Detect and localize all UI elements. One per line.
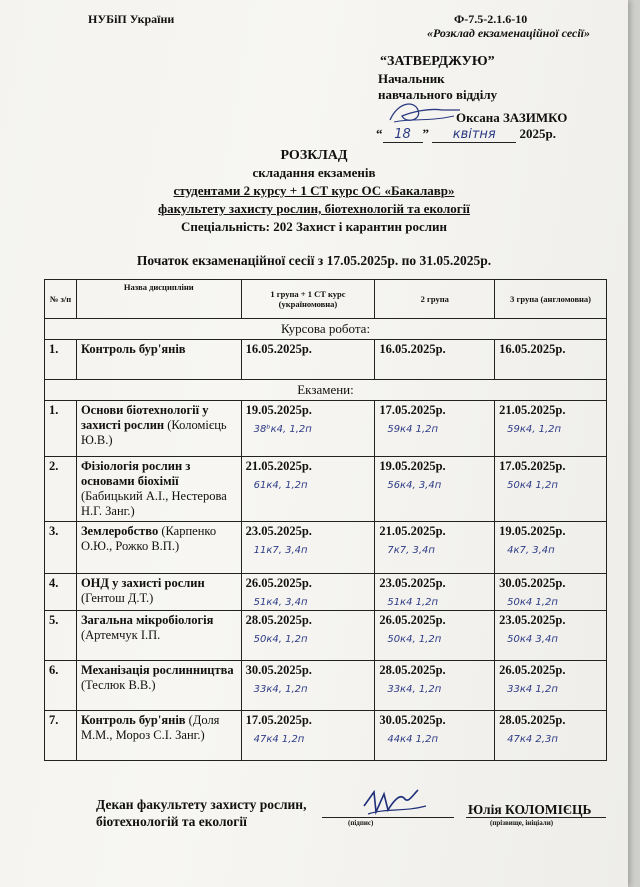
form-code: Ф-7.5-2.1.6-10: [454, 12, 528, 26]
row-number: 1.: [45, 401, 77, 457]
handwritten-room-note: 33к4 1,2п: [507, 684, 558, 695]
group-2-cell: [375, 661, 495, 711]
exam-date: 17.05.2025р.: [245, 713, 312, 727]
teacher-name: (Теслюк В.В.): [80, 678, 156, 692]
exam-date: 26.05.2025р.: [379, 613, 446, 627]
institution-name: НУБіП України: [88, 12, 175, 26]
subject-cell: [76, 661, 241, 711]
handwritten-room-note: 4к7, 3,4п: [507, 545, 555, 556]
exam-date: 28.05.2025р.: [245, 613, 312, 627]
exam-date: 17.05.2025р.: [379, 403, 446, 417]
handwritten-room-note: 44к4 1,2п: [387, 734, 439, 745]
table-row: [45, 711, 607, 761]
table-row: [45, 611, 607, 661]
section-label: Курсова робота:: [45, 319, 607, 340]
handwritten-room-note: 47к4 1,2п: [253, 734, 305, 745]
exam-date: 28.05.2025р.: [499, 713, 566, 727]
exam-date: 17.05.2025р.: [499, 459, 566, 473]
exam-date: 26.05.2025р.: [245, 576, 312, 590]
exam-date: 16.05.2025р.: [499, 342, 566, 356]
teacher-name: (Бабицький А.І., Нестерова Н.Г. Занг.): [80, 489, 227, 518]
group-1-cell: [241, 574, 375, 611]
handwritten-room-note: 50к4 3,4п: [507, 634, 558, 645]
exam-date: 30.05.2025р.: [379, 713, 446, 727]
approval-day: 18: [383, 127, 423, 143]
subject-name: Фізіологія рослин з основами біохімії: [80, 459, 191, 488]
subject-name: Загальна мікробіологія: [80, 613, 214, 627]
students-line: студентами 2 курсу + 1 СТ курс ОС «Бакалавр»: [173, 183, 455, 198]
teacher-name: (Артемчук І.П.: [80, 628, 161, 642]
handwritten-room-note: 33к4, 1,2п: [387, 684, 442, 695]
row-number: 4.: [45, 574, 77, 611]
handwritten-room-note: 50к4, 1,2п: [253, 634, 308, 645]
dean-signature: [360, 786, 430, 820]
table-header-row: [45, 280, 607, 319]
handwritten-room-note: 33к4, 1,2п: [253, 684, 308, 695]
subject-cell: [76, 457, 241, 522]
approver-position-1: Начальник: [378, 71, 445, 86]
table-row: [45, 457, 607, 522]
table-row: [45, 574, 607, 611]
approver-signature: [384, 98, 464, 128]
group-3-cell: [495, 340, 607, 380]
date-quote-open: “: [376, 126, 383, 141]
group-3-cell: [495, 457, 607, 522]
handwritten-room-note: 11к7, 3,4п: [253, 545, 308, 556]
row-number: 5.: [45, 611, 77, 661]
exam-date: 19.05.2025р.: [379, 459, 446, 473]
signature-line: [322, 817, 454, 818]
schedule-table: [44, 279, 607, 761]
handwritten-room-note: 50к4, 1,2п: [387, 634, 442, 645]
subject-cell: [76, 340, 241, 380]
approval-label: “ЗАТВЕРДЖУЮ”: [380, 54, 495, 69]
row-number: 2.: [45, 457, 77, 522]
group-2-cell: [375, 574, 495, 611]
name-caption: (прізвище, ініціали): [490, 819, 554, 827]
dean-title-2: біотехнологій та екології: [96, 814, 247, 829]
row-number: 6.: [45, 661, 77, 711]
row-number: 1.: [45, 340, 77, 380]
handwritten-room-note: 51к4, 3,4п: [253, 597, 308, 608]
handwritten-room-note: 38ᵇк4, 1,2п: [253, 424, 312, 435]
session-dates: Початок екзаменаційної сесії з 17.05.2025р. по 31.05.2025р.: [136, 253, 492, 268]
group-1-cell: [241, 711, 375, 761]
subject-name: Контроль бур'янів: [80, 342, 186, 356]
group-1-cell: [241, 401, 375, 457]
approver-name: Оксана ЗАЗИМКО: [456, 110, 568, 125]
group-3-cell: [495, 711, 607, 761]
specialty-line: Спеціальність: 202 Захист і карантин рослин: [180, 219, 448, 234]
group-2-cell: [375, 457, 495, 522]
handwritten-room-note: 7к7, 3,4п: [387, 545, 435, 556]
group-1-cell: [241, 661, 375, 711]
subject-name: ОНД у захисті рослин: [80, 576, 205, 590]
exam-date: 21.05.2025р.: [499, 403, 566, 417]
handwritten-room-note: 61к4, 1,2п: [253, 480, 308, 491]
group-2-cell: [375, 611, 495, 661]
group-3-cell: [495, 611, 607, 661]
signature-caption: (підпис): [348, 819, 374, 827]
faculty-line: факультету захисту рослин, біотехнологій та екології: [158, 201, 470, 216]
table-row: [45, 340, 607, 380]
subject-cell: [76, 401, 241, 457]
header-group-2: 2 група: [375, 280, 495, 319]
group-2-cell: [375, 340, 495, 380]
section-row: [45, 319, 607, 340]
dean-name: Юлія КОЛОМІЄЦЬ: [468, 802, 592, 817]
group-1-cell: [241, 611, 375, 661]
exam-date: 26.05.2025р.: [499, 663, 566, 677]
section-label: Екзамени:: [45, 380, 607, 401]
teacher-name: (Карпенко О.Ю., Рожко В.П.): [80, 524, 217, 553]
exam-date: 19.05.2025р.: [245, 403, 312, 417]
group-2-cell: [375, 711, 495, 761]
group-3-cell: [495, 661, 607, 711]
dean-title-1: Декан факультету захисту рослин,: [96, 797, 307, 812]
handwritten-room-note: 50к4 1,2п: [507, 480, 558, 491]
approval-month: квітня: [432, 127, 516, 143]
subject-cell: [76, 611, 241, 661]
exam-date: 16.05.2025р.: [379, 342, 446, 356]
teacher-name: (Коломієць Ю.В.): [80, 418, 227, 447]
header-group-3: 3 група (англомовна): [495, 280, 607, 319]
table-row: [45, 522, 607, 574]
exam-date: 16.05.2025р.: [245, 342, 312, 356]
approver-position-2: навчального відділу: [378, 87, 498, 102]
handwritten-room-note: 56к4, 3,4п: [387, 480, 442, 491]
handwritten-room-note: 50к4 1,2п: [507, 597, 558, 608]
subject-name: Механізація рослинництва: [80, 663, 234, 677]
subject-cell: [76, 711, 241, 761]
group-2-cell: [375, 522, 495, 574]
group-3-cell: [495, 401, 607, 457]
handwritten-room-note: 59к4, 1,2п: [507, 424, 562, 435]
exam-date: 21.05.2025р.: [379, 524, 446, 538]
group-1-cell: [241, 340, 375, 380]
doc-subtitle: складання екзаменів: [252, 165, 376, 180]
handwritten-room-note: 51к4 1,2п: [387, 597, 439, 608]
exam-date: 19.05.2025р.: [499, 524, 566, 538]
group-3-cell: [495, 522, 607, 574]
group-2-cell: [375, 401, 495, 457]
header-group-1: 1 група + 1 СТ курс (україномовна): [241, 280, 375, 319]
table-row: [45, 401, 607, 457]
date-quote-close: ”: [422, 126, 429, 141]
subject-name: Контроль бур'янів: [80, 713, 186, 727]
teacher-name: (Доля М.М., Мороз С.І. Занг.): [80, 713, 220, 742]
handwritten-room-note: 47к4 2,3п: [507, 734, 558, 745]
group-3-cell: [495, 574, 607, 611]
group-1-cell: [241, 522, 375, 574]
document-type: «Розклад екзаменаційної сесії»: [427, 26, 591, 40]
exam-date: 30.05.2025р.: [499, 576, 566, 590]
subject-cell: [76, 522, 241, 574]
exam-date: 28.05.2025р.: [379, 663, 446, 677]
subject-name: Основи біотехнології у захисті рослин: [80, 403, 209, 432]
exam-date: 23.05.2025р.: [499, 613, 566, 627]
name-line: [466, 817, 606, 818]
approval-date: [376, 126, 556, 143]
exam-date: 23.05.2025р.: [379, 576, 446, 590]
section-row: [45, 380, 607, 401]
subject-name: Землеробство: [80, 524, 159, 538]
handwritten-room-note: 59к4 1,2п: [387, 424, 439, 435]
header-subject: Назва дисципліни: [76, 280, 241, 319]
group-1-cell: [241, 457, 375, 522]
teacher-name: (Гентош Д.Т.): [80, 591, 154, 605]
header-num: № з/п: [45, 280, 77, 319]
table-row: [45, 661, 607, 711]
doc-title: РОЗКЛАД: [280, 148, 348, 163]
approval-year: 2025р.: [519, 126, 556, 141]
row-number: 3.: [45, 522, 77, 574]
exam-date: 30.05.2025р.: [245, 663, 312, 677]
row-number: 7.: [45, 711, 77, 761]
subject-cell: [76, 574, 241, 611]
exam-date: 23.05.2025р.: [245, 524, 312, 538]
exam-date: 21.05.2025р.: [245, 459, 312, 473]
